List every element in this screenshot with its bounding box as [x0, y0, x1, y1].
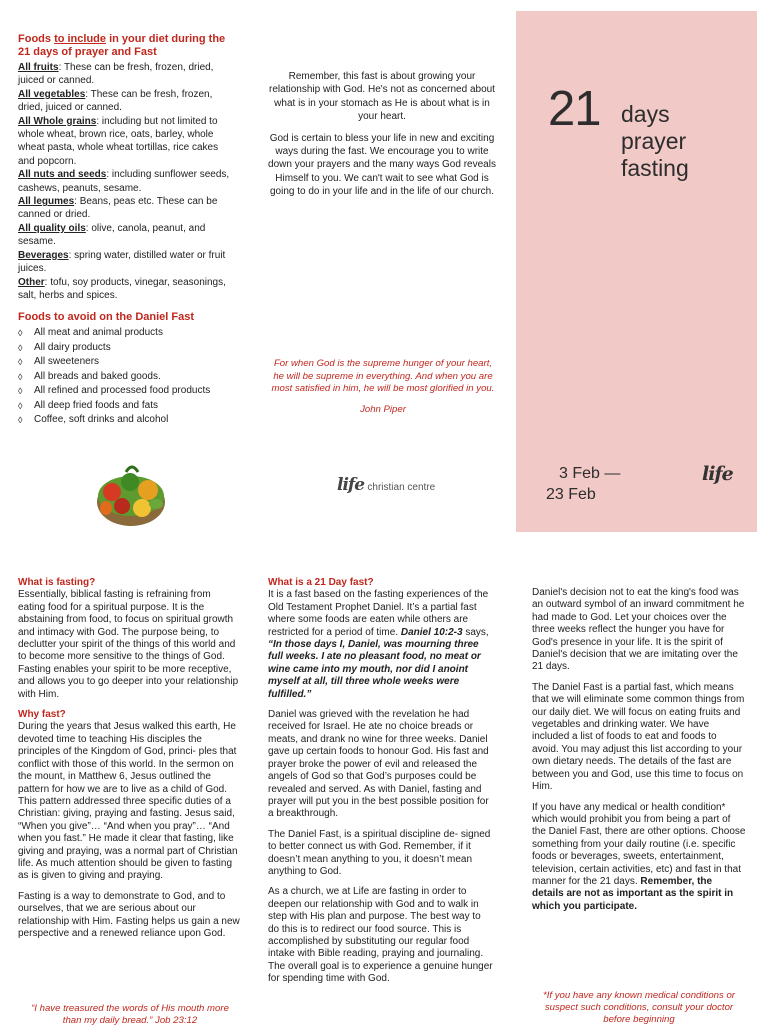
- life-christian-centre-logo: life christian centre: [337, 475, 436, 495]
- daniel-fast-text: The Daniel Fast, is a spiritual discipline de- signed to better connect us with God. Remember, if it doesn’t mean anything to you, it doesn’t mean anything to God.: [268, 828, 491, 877]
- partial-fast-text: The Daniel Fast is a partial fast, which means that we will eliminate some common things from our daily diet. We will focus on eating fruits and vegetables and drinking water. We have included a list of foods to eat and foods to avoid. You may adjust this list according to your own dietary needs. The details of the fast are between you and God, use this time to focus on Him.: [532, 681, 745, 793]
- avoid-item: ◊ All breads and baked goods.: [18, 370, 230, 385]
- job-quote: “I have treasured the words of His mouth more than my daily bread.” Job 23:12: [31, 1003, 229, 1026]
- cover-panel: [516, 11, 757, 532]
- cover-number: 21: [548, 82, 601, 136]
- include-title: Foods to include in your diet during the 21 days of prayer and Fast: [18, 33, 226, 58]
- quote-text: For when God is the supreme hunger of your heart, he will be supreme in everything. And when you are most satisfied in him, he will be most glorified in you.: [271, 358, 495, 394]
- avoid-item: ◊ All deep fried foods and fats: [18, 399, 230, 414]
- encourage-paragraph: God is certain to bless your life in new and exciting ways during the fast. We encourage you to write down your prayers and the many ways God reveals Himself to you. We can't wait to see what God is going to do in your life and in the life of our church.: [268, 132, 496, 198]
- avoid-item: ◊ Coffee, soft drinks and alcohol: [18, 413, 230, 428]
- avoid-item: ◊ All sweeteners: [18, 355, 230, 370]
- vegetable-bowl-image: [92, 458, 170, 530]
- medical-footnote: *If you have any known medical conditions or suspect such conditions, consult your doctor before beginning: [543, 990, 735, 1025]
- include-item: All Whole grains: including but not limited to whole wheat, brown rice, oats, barley, whole wheat pasta, whole wheat tortillas, rice cakes and popcorn.: [18, 115, 219, 167]
- cover-title: days prayer fasting: [621, 101, 689, 181]
- include-item: Beverages: spring water, distilled water or fruit juices.: [18, 249, 226, 275]
- what-is-fasting-text: Essentially, biblical fasting is refraining from eating food for a spiritual purpose. It is the abstaining from food, to focus on spiritual growth and intimacy with God. The purpose being, to declutter your spirit of the things of this world and to become more sensitive to the things of God. Fasting enables your spirit to be more receptive, and allows you to go deeper into your relationship with Him.: [18, 589, 239, 700]
- avoid-item: ◊ All dairy products: [18, 341, 230, 356]
- twenty-one-day-column: [268, 577, 494, 994]
- daniel-grieved-text: Daniel was grieved with the revelation he had received for Israel. He ate no choice breads or meats, and drank no wine for three weeks. Daniel gave up certain foods to honour God. His fast and prayer broke the power of evil and released the angels of God so that God’s purposes could be revealed and served. As with Daniel, fasting and prayer will put you in the best possible position for a breakthrough.: [268, 709, 489, 820]
- demonstrate-text: Fasting is a way to demonstrate to God, and to ourselves, that we are serious about our relationship with Him. Fasting helps us gain a new perspective and a renewed reliance upon God.: [18, 890, 240, 939]
- include-item: All legumes: Beans, peas etc. These can be canned or dried.: [18, 196, 218, 221]
- daniel-intro-text: It is a fast based on the fasting experiences of the Old Testament Prophet Daniel. It’s a partial fast where some foods are eaten while others are restricted for a period of time. Daniel 10:2-3 says, “In those days I, Daniel, was mourning three full weeks. I ate no pleasant food, no meat or wine came into my mouth, nor did I anoint myself at all, till three whole weeks were fulfilled.”: [268, 589, 489, 700]
- life-logo: life: [702, 463, 733, 485]
- include-item: All quality oils: olive, canola, peanut, and sesame.: [18, 222, 206, 248]
- reminder-paragraph: Remember, this fast is about growing your relationship with God. He's not as concerned about what is in your stomach as He is about what is in your heart.: [269, 71, 495, 123]
- decision-text: Daniel's decision not to eat the king's food was an outward symbol of an inward commitment he had made to God. Let your choices over the three weeks reflect the hunger you have for God's presence in your life. It is the spirit of Daniel's decision that we are imitating over the 21 days.: [532, 587, 745, 673]
- medical-text: If you have any medical or health condition* which would prohibit you from being a part of the Daniel Fast, there are other options. Choose something from your daily routine (i.e. specific foods or beverages, sweets, entertainment, television, certain activities, etc) and fast in that manner for the 21 days. Remember, the details are not as important as the spirit in which you participate.: [532, 801, 746, 912]
- cover-dates: 3 Feb — 23 Feb: [546, 465, 621, 503]
- include-list: [18, 61, 230, 302]
- reminder-panel: [268, 70, 496, 207]
- why-fast-text: During the years that Jesus walked this earth, He devoted time to teaching His disciples the principles of the Kingdom of God, princi- ples that conflict with those of this world. In the sermon on the mount, in Matthew 6, Jesus outlined the pattern for how we are to live as a child of God. This pattern addressed three specific duties of a Christian: giving, praying and fasting. Jesus said, “When you give”… “And when you pray”… “And when you fast.” He made it clear that fasting, like giving and praying, was a normal part of Christian life. As much attention should be given to fasting as is given to giving and praying.: [18, 721, 238, 882]
- daniel-decision-column: [532, 587, 746, 921]
- what-is-fasting-heading: What is fasting?: [18, 577, 96, 588]
- quote-author: John Piper: [360, 403, 406, 415]
- foods-panel: [18, 33, 230, 428]
- fasting-column: [18, 577, 240, 948]
- include-item: All vegetables: These can be fresh, frozen, dried, juiced or canned.: [18, 88, 213, 114]
- avoid-list: [18, 326, 230, 428]
- include-item: All fruits: These can be fresh, frozen, dried, juiced or canned.: [18, 62, 214, 87]
- piper-quote: [270, 358, 496, 416]
- avoid-item: ◊ All refined and processed food products: [18, 384, 230, 399]
- what-is-21-day-heading: What is a 21 Day fast?: [268, 577, 374, 588]
- why-fast-heading: Why fast?: [18, 709, 66, 721]
- avoid-title: Foods to avoid on the Daniel Fast: [18, 311, 195, 324]
- avoid-item: ◊ All meat and animal products: [18, 326, 230, 341]
- include-item: Other: tofu, soy products, vinegar, seasonings, salt, herbs and spices.: [18, 276, 226, 301]
- church-fasting-text: As a church, we at Life are fasting in order to deepen our relationship with God and to walk in step with His plan and purpose. The best way to do this is to redirect our food source. This is accomplished by substituting our regular food intake with Bible reading, praying and journaling. The overall goal is to experience a genuine hunger for spending time with God.: [268, 886, 493, 985]
- include-item: All nuts and seeds: including sunflower seeds, cashews, peanuts, sesame.: [18, 169, 230, 194]
